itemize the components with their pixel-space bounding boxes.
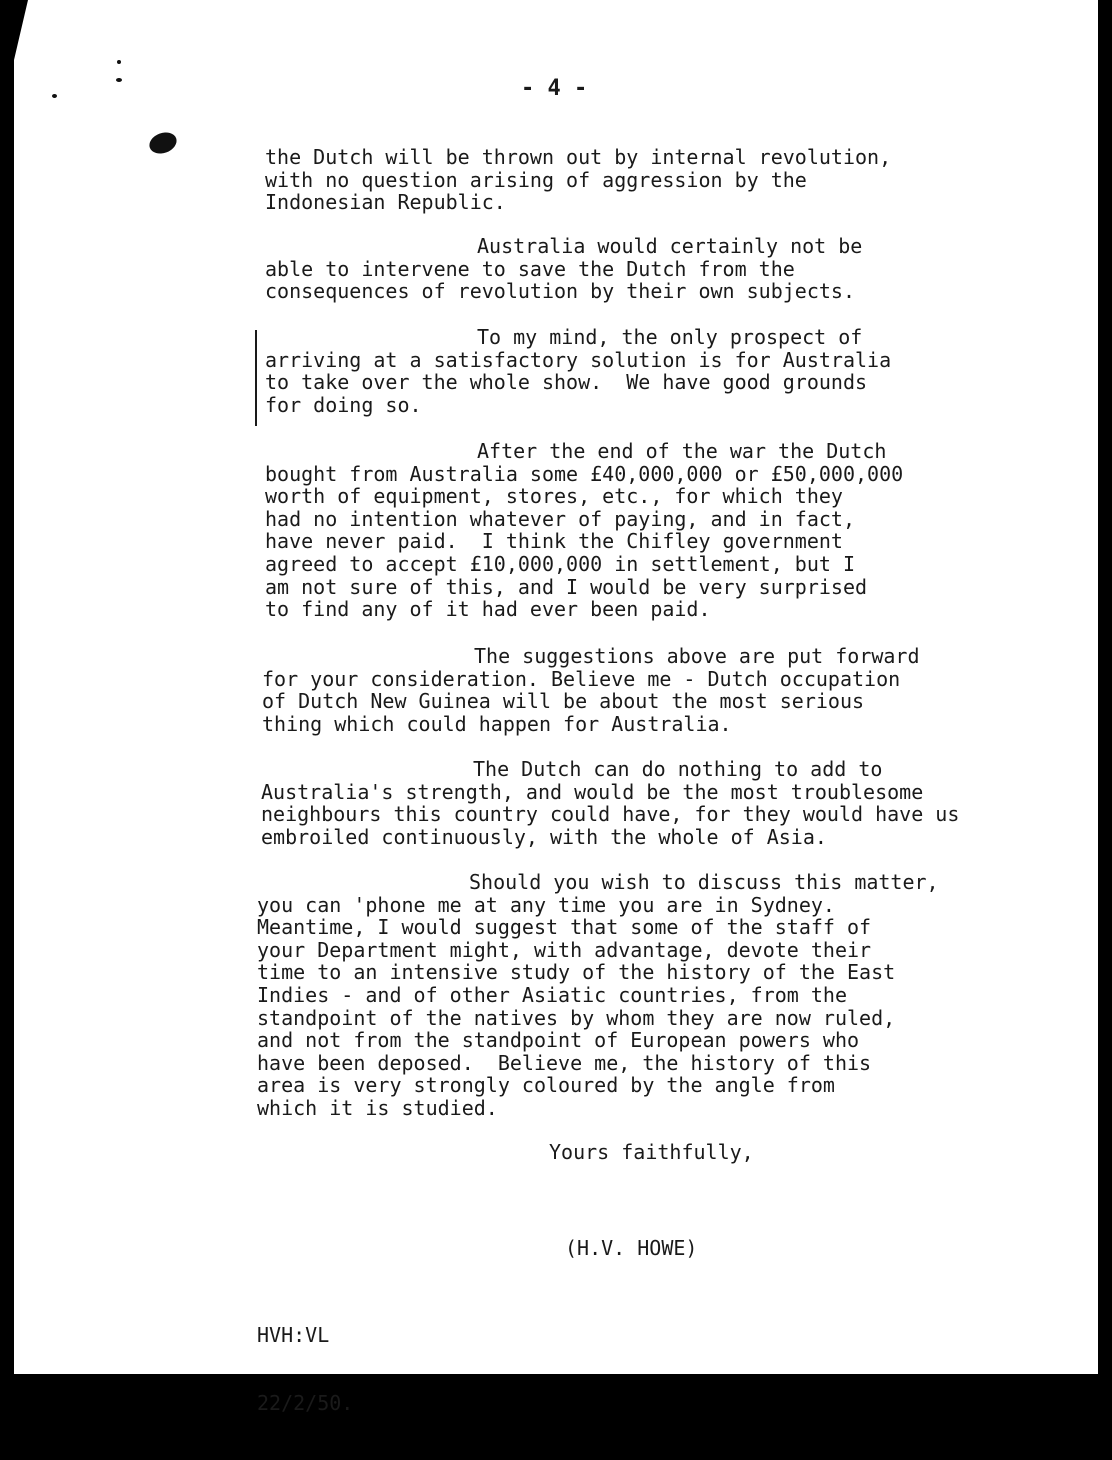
paragraph-line: Australia would certainly not be [477,234,863,258]
paragraph-line: have never paid. I think the Chifley government [265,529,843,554]
margin-marking [255,330,257,426]
ink-blot [146,129,179,157]
paragraph [261,758,959,848]
paragraph-line: for doing so. [265,392,422,417]
paragraph-line: After the end of the war the Dutch [477,439,887,463]
paragraph-line: arriving at a satisfactory solution is for Australia [265,347,892,372]
paragraph-line: able to intervene to save the Dutch from the [265,256,795,281]
paragraph-line: and not from the standpoint of European powers who [257,1028,860,1053]
paragraph-line: to find any of it had ever been paid. [265,597,711,622]
paragraph-line: embroiled continuously, with the whole of Asia. [261,824,827,849]
paragraph [265,440,903,621]
paragraph-line: Indies - and of other Asiatic countries, from the [257,982,848,1007]
signature: (H.V. HOWE) [565,1236,698,1260]
ink-speck [52,94,57,98]
ink-speck [117,60,121,64]
paragraph-line: neighbours this country could have, for they would have us [261,802,960,827]
paragraph-line: for your consideration. Believe me - Dutch occupation [262,666,901,691]
paragraph-line: am not sure of this, and I would be very surprised [265,574,868,599]
ink-speck [116,78,122,82]
paragraph [265,235,862,303]
paragraph [265,326,891,416]
paragraph-line: time to an intensive study of the history of the East [257,960,896,985]
paragraph-line: you can 'phone me at any time you are in Sydney. [257,892,835,917]
paragraph [265,146,891,214]
letter-page [14,0,1098,1415]
paragraph-line: thing which could happen for Australia. [262,711,732,736]
page-number: - 4 - [521,76,588,101]
reference-initials: HVH:VL [257,1323,330,1348]
paragraph-line: Should you wish to discuss this matter, [469,870,939,894]
paragraph-line: of Dutch New Guinea will be about the most serious [262,689,865,714]
paragraph-line: Meantime, I would suggest that some of the staff of [257,915,872,940]
closing: Yours faithfully, [549,1140,754,1164]
paragraph-line: The suggestions above are put forward [474,644,920,668]
paragraph-line: standpoint of the natives by whom they are now ruled, [257,1005,896,1030]
paragraph-line: the Dutch will be thrown out by internal revolution, [265,145,892,169]
paragraph-line: Indonesian Republic. [265,190,506,215]
paragraph-line: had no intention whatever of paying, and in fact, [265,506,856,531]
paragraph-line: which it is studied. [257,1095,498,1120]
paragraph-line: area is very strongly coloured by the angle from [257,1073,835,1098]
reference-date: 22/2/50. [257,1390,354,1415]
paragraph-line: bought from Australia some £40,000,000 or £50,000,000 [265,461,904,486]
paragraph [257,871,939,1120]
paragraph-line: to take over the whole show. We have good grounds [265,370,868,395]
paragraph-line: with no question arising of aggression by the [265,167,807,192]
paragraph-line: consequences of revolution by their own subjects. [265,279,856,304]
paragraph-line: The Dutch can do nothing to add to [473,757,883,781]
paragraph-line: agreed to accept £10,000,000 in settlement, but I [265,551,856,576]
reference-block [257,1279,353,1460]
paragraph-line: have been deposed. Believe me, the history of this [257,1050,872,1075]
paragraph-line: Australia's strength, and would be the most troublesome [261,779,924,804]
paragraph-line: your Department might, with advantage, devote their [257,937,872,962]
paragraph-line: worth of equipment, stores, etc., for which they [265,484,843,509]
page-corner-shadow [14,0,28,60]
paragraph [262,645,920,735]
paragraph-line: To my mind, the only prospect of [477,325,863,349]
